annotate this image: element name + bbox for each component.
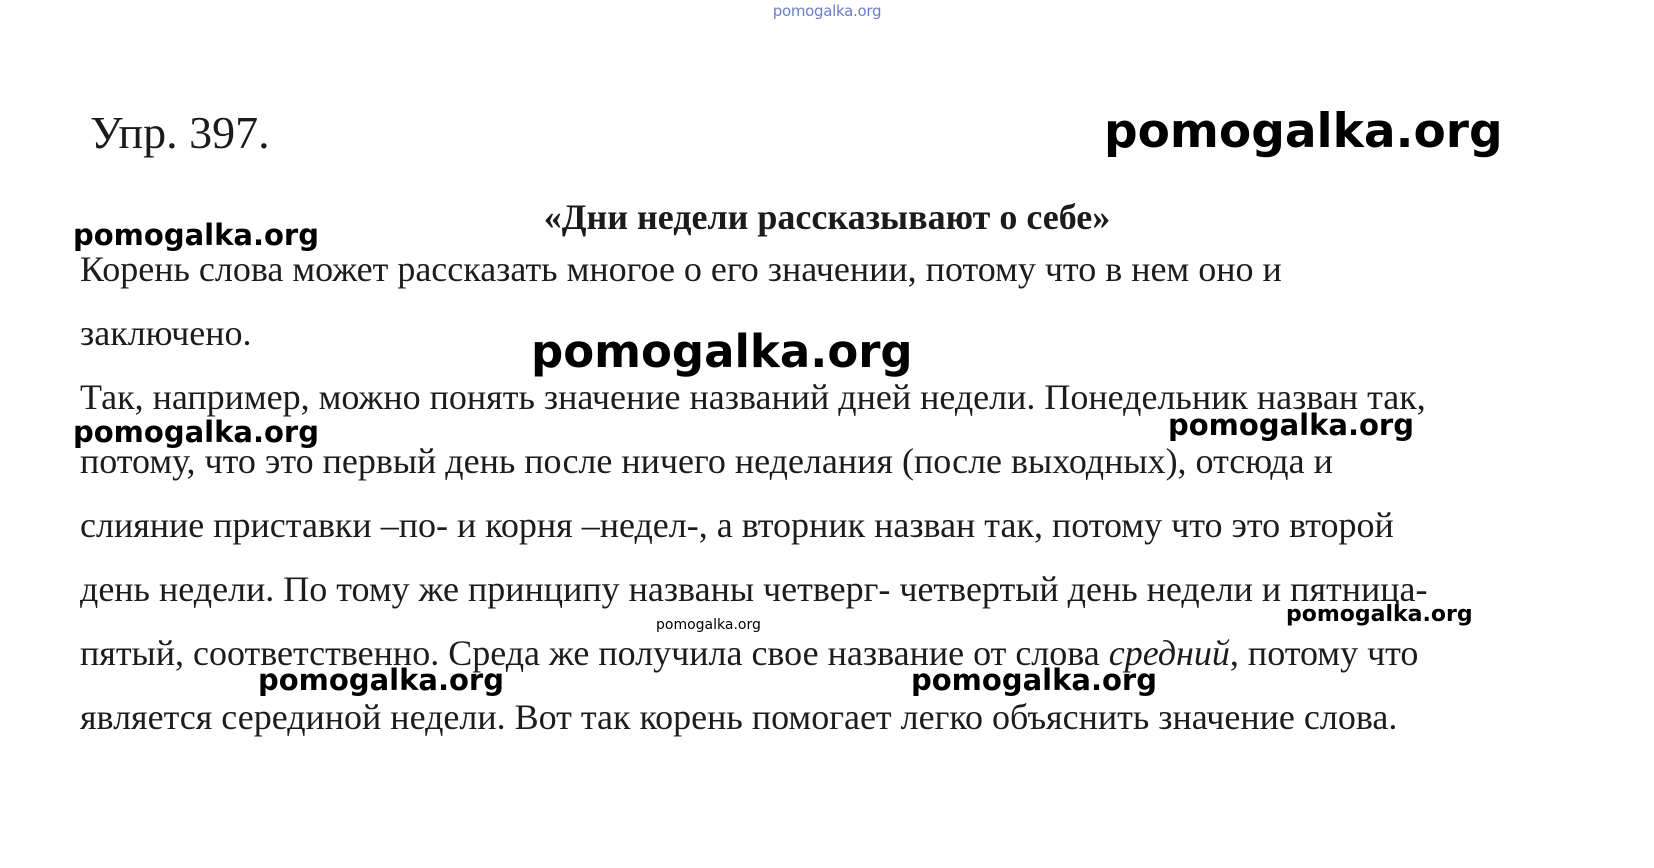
- watermark-right-1: pomogalka.org: [1168, 408, 1414, 442]
- watermark-left-1: pomogalka.org: [73, 218, 319, 252]
- text-line-7-start: пятый, соответственно. Среда же получила свое название от слова: [80, 633, 1109, 673]
- watermark-center-large: pomogalka.org: [531, 325, 913, 378]
- exercise-number: Упр. 397.: [90, 107, 270, 158]
- watermark-bottom-left: pomogalka.org: [258, 663, 504, 697]
- text-line-6: день недели. По тому же принципу названы четверг- четвертый день недели и пятница-: [80, 569, 1428, 609]
- text-line-2: заключено.: [80, 313, 252, 353]
- text-line-7-end: , потому что: [1229, 633, 1419, 673]
- page-title-text: «Дни недели рассказывают о себе»: [543, 197, 1111, 237]
- text-line-1: Корень слова может рассказать многое о его значении, потому что в нем оно и: [80, 249, 1282, 289]
- watermark-right-2: pomogalka.org: [1286, 602, 1473, 627]
- watermark-center-small: pomogalka.org: [656, 617, 761, 633]
- text-line-8: является серединой недели. Вот так корень помогает легко объяснить значение слова.: [80, 697, 1398, 737]
- watermark-top-right: pomogalka.org: [1104, 104, 1503, 159]
- top-url-watermark: pomogalka.org: [772, 2, 882, 20]
- text-line-3: Так, например, можно понять значение названий дней недели. Понедельник назван так,: [80, 377, 1426, 417]
- watermark-bottom-right: pomogalka.org: [911, 663, 1157, 697]
- text-line-4: потому, что это первый день после ничего неделания (после выходных), отсюда и: [80, 441, 1333, 481]
- text-line-5: слияние приставки –по- и корня –недел-, а вторник назван так, потому что это второй: [80, 505, 1394, 545]
- watermark-left-2: pomogalka.org: [73, 415, 319, 449]
- italic-word: средний: [1108, 633, 1230, 673]
